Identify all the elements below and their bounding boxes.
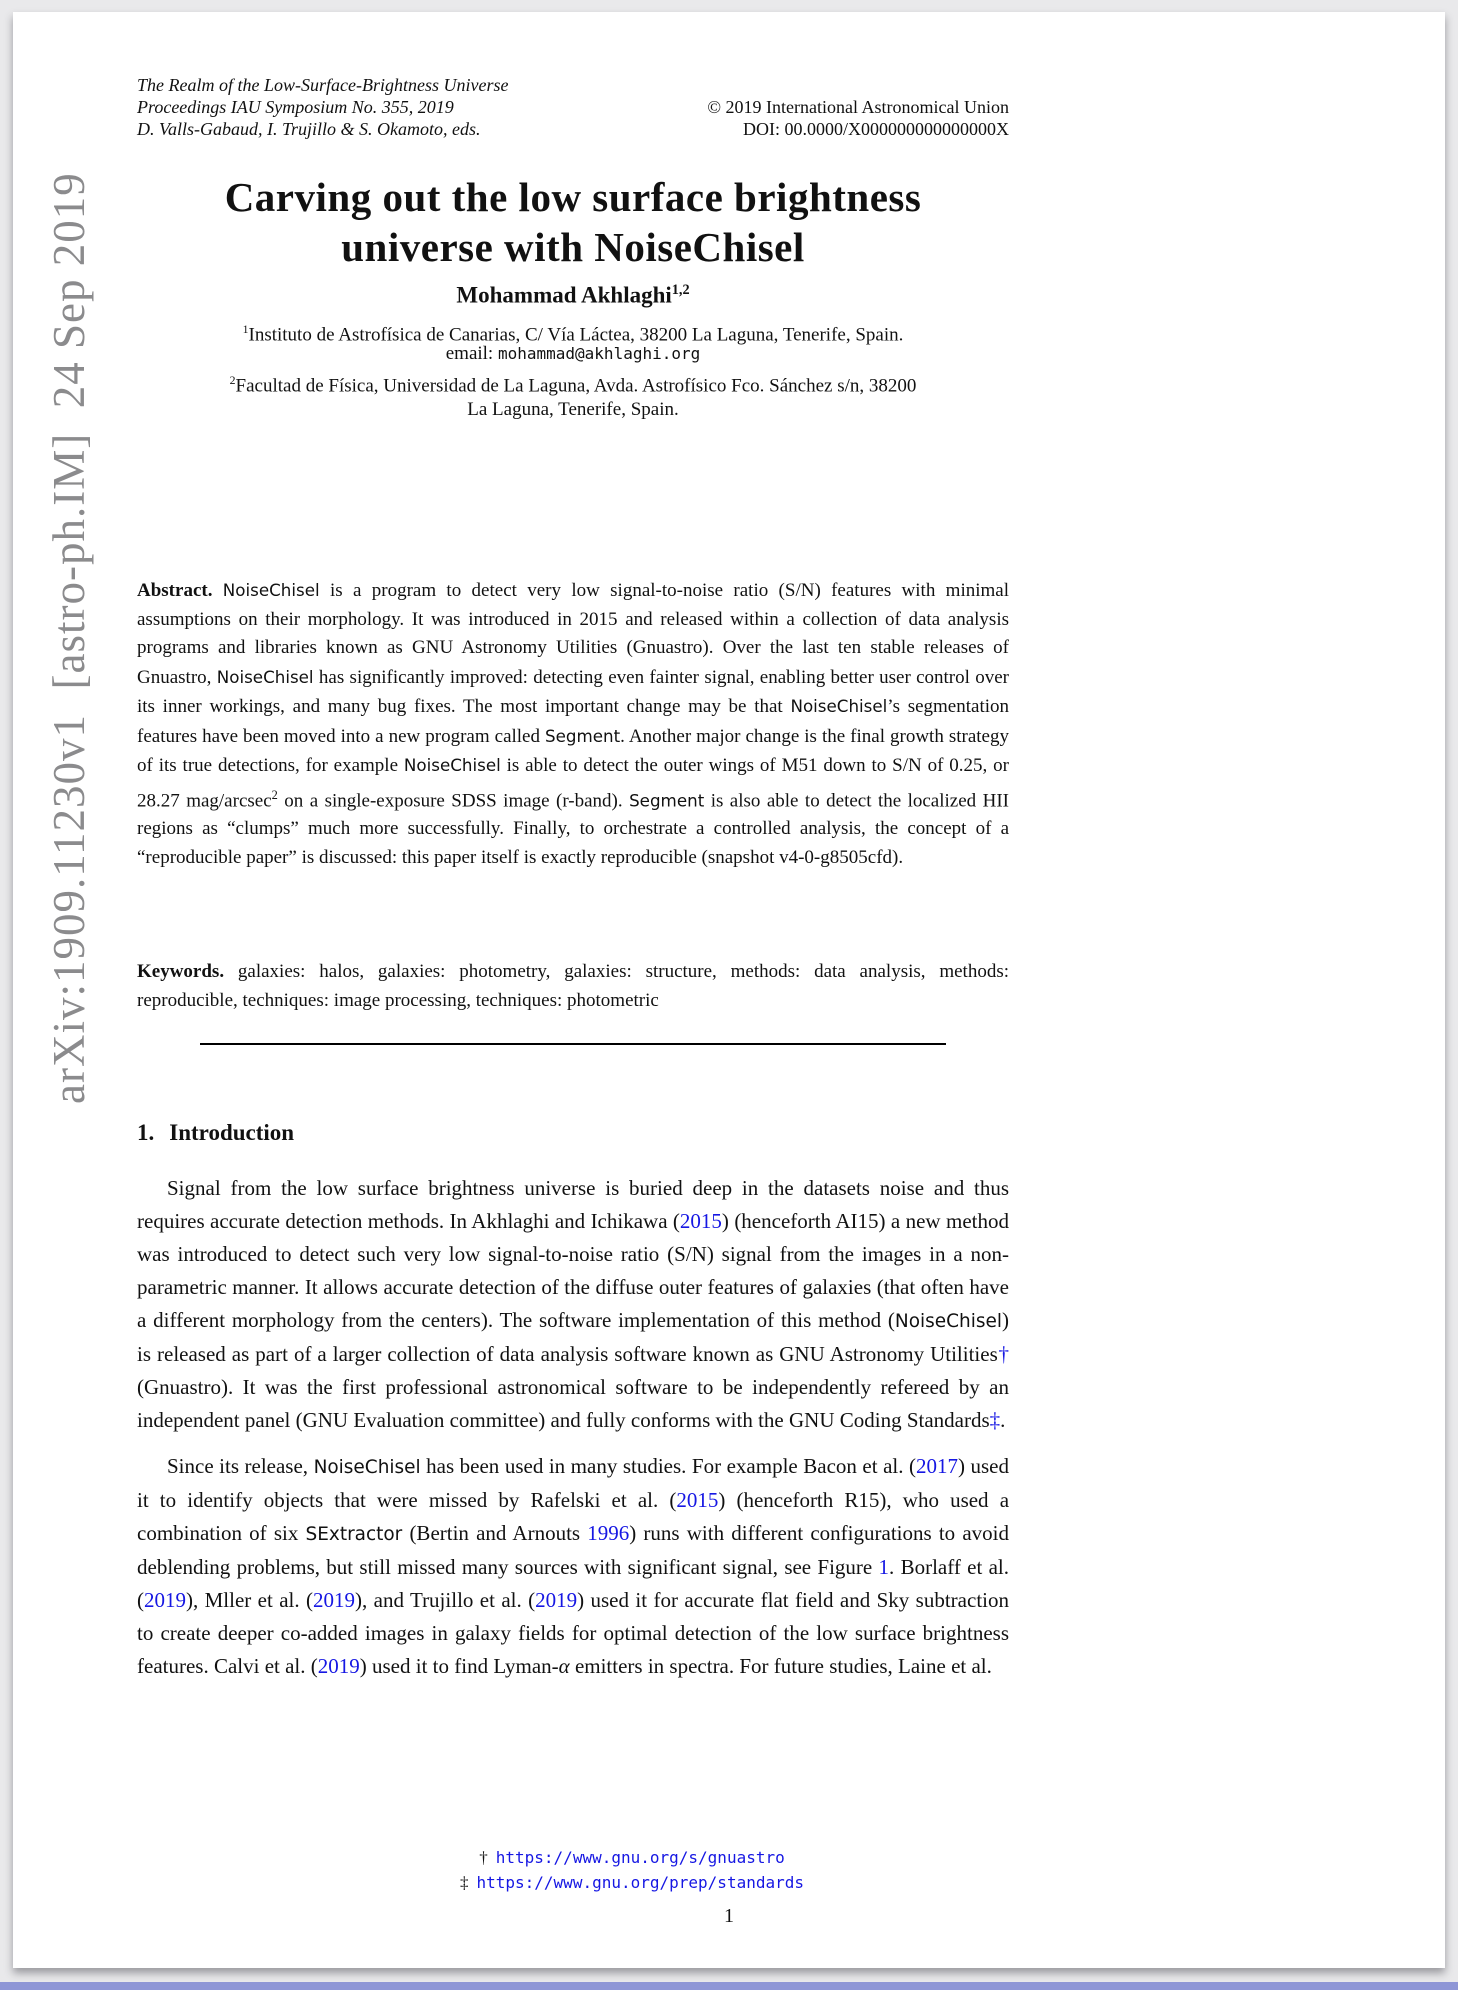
citation-link[interactable]: 2015 — [676, 1488, 719, 1512]
text-run: . — [1000, 1408, 1006, 1432]
footnote-1 — [196, 1845, 1068, 1870]
citation-link[interactable]: 2019 — [313, 1588, 356, 1612]
author-email-line — [137, 343, 1009, 365]
text-run: . Another major change is the final growth strategy of its true detections, for example — [137, 725, 1009, 776]
text-run: ), and Trujillo et al. ( — [355, 1588, 536, 1612]
author-affiliation-marks: 1,2 — [671, 282, 690, 298]
text-run: ) used it to find Lyman- — [359, 1654, 559, 1678]
arxiv-watermark: arXiv:1909.11230v1 [astro-ph.IM] 24 Sep 2019 — [44, 172, 94, 1104]
text-run: ’s segmentation features have been moved into a new program called — [137, 696, 1010, 747]
paper-title-line2: universe with NoiseChisel — [341, 224, 805, 270]
affiliation-1-text: Instituto de Astrofísica de Canarias, C/ Vía Láctea, 38200 La Laguna, Tenerife, Spain. — [248, 324, 904, 346]
text-run: 2 — [271, 787, 278, 802]
proceedings-volume: Proceedings IAU Symposium No. 355, 2019 — [137, 97, 454, 117]
doi-line: DOI: 00.0000/X000000000000000X — [743, 119, 1009, 139]
footnote-2-url-link[interactable]: https://www.gnu.org/prep/standards — [476, 1873, 804, 1892]
citation-link[interactable]: 1996 — [587, 1521, 630, 1545]
affiliation-2-line1 — [137, 369, 1009, 398]
text-run: Since its release, — [167, 1454, 314, 1478]
journal-header-right — [707, 96, 1009, 140]
abstract — [137, 576, 1009, 872]
text-run: emitters in spectra. For future studies, Laine et al. — [569, 1654, 992, 1678]
text-run: ), Mller et al. ( — [186, 1588, 314, 1612]
text-run: NoiseChisel — [790, 696, 888, 716]
text-run: has significantly improved: detecting even fainter signal, enabling better user control over its inner workings, and many bug fixes. The most important change may be that — [137, 666, 1009, 717]
text-run: ) used it to identify objects that were missed by Rafelski et al. ( — [137, 1454, 1009, 1512]
text-run: NoiseChisel — [313, 1457, 421, 1478]
text-run: is able to detect the outer wings of M51 down to S/N of 0.25, or 28.27 mag/arcsec — [137, 755, 1010, 811]
text-run: NoiseChisel — [894, 1311, 1002, 1332]
introduction-body — [137, 1172, 1009, 1683]
proceedings-title: The Realm of the Low-Surface-Brightness Universe — [137, 75, 509, 95]
citation-link[interactable]: ‡ — [989, 1408, 1001, 1432]
text-run: Keywords. — [137, 961, 238, 982]
text-run: NoiseChisel — [222, 580, 320, 600]
text-run: Segment — [545, 725, 621, 746]
text-run: NoiseChisel — [403, 755, 501, 775]
text-run: (Bertin and Arnouts — [402, 1521, 588, 1545]
text-run: ) runs with different configurations to avoid deblending problems, but still missed many sources with significant signal, see Figure — [137, 1521, 1009, 1579]
citation-link[interactable]: 2019 — [144, 1588, 186, 1612]
footnote-1-dagger-mark: † — [479, 1848, 488, 1867]
proceedings-editors: D. Valls-Gabaud, I. Trujillo & S. Okamoto, eds. — [137, 119, 481, 139]
text-run: SExtractor — [305, 1524, 403, 1545]
text-run: Segment — [629, 789, 705, 810]
text-run: ) (henceforth R15), who used a combination of six — [137, 1488, 1010, 1545]
author-line — [137, 282, 1009, 309]
author-email: mohammad@akhlaghi.org — [497, 344, 701, 363]
text-run: ) (henceforth AI15) a new method was introduced to detect such very low signal-to-noise ratio (S/N) signal from the images in a non-parametric manner. It allows accurate detection of the diffuse outer features of galaxies (that often have a different morphology from the centers). The software implementation of this method ( — [137, 1209, 1009, 1332]
text-run: ) used it for accurate flat field and Sky subtraction to create deeper co-added images in galaxy fields for optimal detection of the low surface brightness features. Calvi et al. ( — [137, 1588, 1009, 1678]
text-run: NoiseChisel — [216, 666, 314, 687]
footnote-2 — [196, 1870, 1068, 1895]
paper-title-line1: Carving out the low surface brightness — [224, 174, 922, 220]
viewer-bottom-bar — [0, 1982, 1458, 1990]
paper-title — [137, 172, 1009, 272]
affiliation-2-mark: 2 — [229, 374, 236, 387]
page-number: 1 — [724, 1905, 734, 1927]
text-run: α — [558, 1654, 570, 1678]
section-title: Introduction — [169, 1120, 295, 1145]
citation-link[interactable]: 1 — [878, 1555, 890, 1579]
text-run: Abstract. — [137, 580, 223, 601]
text-run: has been used in many studies. For example Bacon et al. ( — [420, 1454, 916, 1478]
citation-link[interactable]: † — [997, 1342, 1010, 1366]
footnote-1-url-link[interactable]: https://www.gnu.org/s/gnuastro — [495, 1848, 785, 1867]
intro-paragraph-2 — [137, 1450, 1009, 1683]
intro-paragraph-1 — [137, 1172, 1009, 1437]
section-number: 1. — [137, 1120, 155, 1145]
keywords — [137, 958, 1009, 1015]
journal-header — [137, 74, 1009, 140]
affiliation-2-line2: La Laguna, Tenerife, Spain. — [467, 399, 679, 421]
affiliation-1-mark: 1 — [242, 323, 249, 336]
section-heading-introduction — [137, 1120, 1009, 1146]
citation-link[interactable]: 2019 — [317, 1654, 360, 1678]
text-run: is a program to detect very low signal-to-noise ratio (S/N) features with minimal assumptions on their morphology. It was introduced in 2015 and released within a collection of data analysis programs and libraries known as GNU Astronomy Utilities (Gnuastro). Over the last ten stable releases of Gnuastro, — [137, 580, 1009, 688]
text-run: is also able to detect the localized HII regions as “clumps” much more successfully. Finally, to orchestrate a controlled analysis, the concept of a “reproducible paper” is discussed: this paper itself is exactly reproducible (snapshot v4-0-g8505cfd). — [137, 789, 1009, 868]
footnote-2-ddagger-mark: ‡ — [459, 1873, 469, 1892]
citation-link[interactable]: 2017 — [915, 1454, 958, 1478]
citation-link[interactable]: 2019 — [535, 1588, 578, 1612]
citation-link[interactable]: 2015 — [679, 1209, 722, 1233]
text-run: . Borlaff et al. ( — [137, 1555, 1009, 1612]
paper-page — [13, 12, 1445, 1968]
email-label: email: — [445, 343, 498, 364]
text-run: on a single-exposure SDSS image (r-band). — [277, 789, 630, 811]
copyright-line: © 2019 International Astronomical Union — [707, 97, 1009, 117]
affiliation-2 — [137, 369, 1009, 422]
text-run: Signal from the low surface brightness universe is buried deep in the datasets noise and thus requires accurate detection methods. In Akhlaghi and Ichikawa ( — [137, 1176, 1009, 1233]
author-name: Mohammad Akhlaghi — [456, 282, 672, 308]
footnotes — [137, 1845, 1009, 1895]
divider-rule — [200, 1043, 946, 1045]
text-run: (Gnuastro). It was the first professional astronomical software to be independently refereed by an independent panel (GNU Evaluation committee) and fully conforms with the GNU Coding Standards — [137, 1375, 1009, 1432]
text-run: ) is released as part of a larger collection of data analysis software known as GNU Astronomy Utilities — [137, 1308, 1009, 1366]
affiliation-2-text: Facultad de Física, Universidad de La Laguna, Avda. Astrofísico Fco. Sánchez s/n, 38200 — [235, 375, 917, 397]
text-run: galaxies: halos, galaxies: photometry, galaxies: structure, methods: data analysis, methods: reproducible, techniques: image processing, techniques: photometric — [137, 961, 1010, 1011]
